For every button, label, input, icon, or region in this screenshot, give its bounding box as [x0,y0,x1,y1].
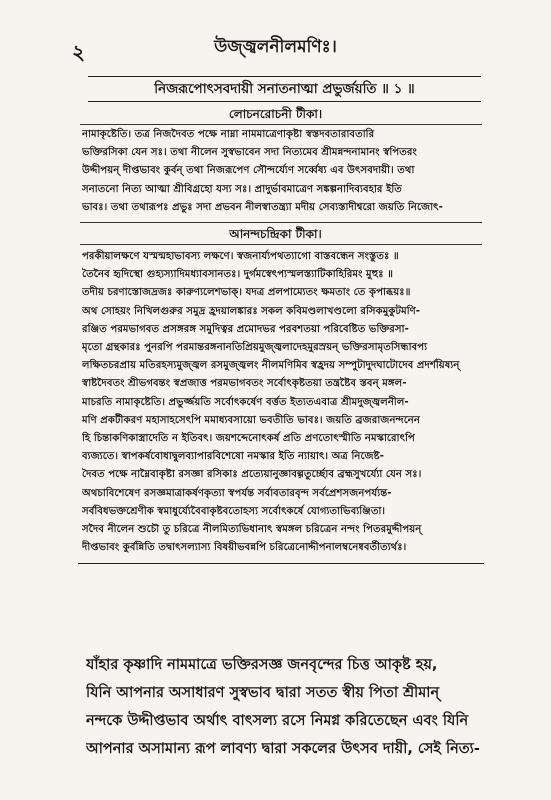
commentary1-body [82,126,482,217]
verse-title-text: নিজরূপোৎসবদায়ী সনাতনাত্মা প্রভুর্জয়তি ॥ ১ ॥ [154,80,415,97]
divider [80,244,482,245]
commentary1-title: লোচনরোচনী টীকা। [228,107,323,121]
running-title: উজ্জ্বলনীলমণিঃ। [214,37,337,57]
text-line: অথচাবিশেষেণ রসজ্ঞমাত্রাকর্ষণকৃত্যা স্বপর্যন্ত সর্বাবতারবৃন্দ সর্বপ্রেশসজনপর্য্যন্ত- [82,487,392,499]
text-line: মণি প্রকটীকরণ মহাসাহসেৎপি মমাধ্যবসায়ো ভবতীতি ভাবঃ। জয়তি ব্রজরাজনন্দনেন [82,414,420,426]
text-line: আপনার অসামান্য রূপ লাবণ্য দ্বারা সকলের উৎসব দায়ী, সেই নিত্য- [86,741,480,757]
text-line: পরকীয়ালক্ষণে যস্মন্মহাভাবস্য লক্ষণে। স্বজনার্য্যপথত্যাগো বাস্তবন্ধেন সংস্তুতঃ ॥ [82,251,399,262]
text-line: ব্যজ্যতে। স্বাপকর্ষবোধাদ্বুলব্যাপারবিশেষো নমস্কার ইতি ন্যায়াৎ। অত্র নিজেষ্ট- [82,451,384,463]
text-line: লক্ষিতচরপ্রায় মতিরহস্যমুজ্জ্বল রসমুজ্জ্বলং নীলমণিমিব স্বহ্রদয় সম্পুটাদুদঘাটোদেব প্রদর্শয়িষ্যন্ [82,360,460,372]
text-line: হি চিন্তাকণিকাস্ত্রাদেতি ন ইতিবৎ। জয়শব্দেনোৎকর্ষ প্রতি প্রণতোৎস্মীতি নমস্কারোৎপি [82,433,415,445]
text-line: দৈবত পক্ষে নাম্নৈবাকৃষ্টা রসজ্ঞা রসিকাঃ প্রত্যেয়ানুজ্ঞাবল্গতুর্চ্ছোব ব্রহ্মসুখর্য্যো যেন সঃ। [82,469,422,481]
text-line: মৃতো গ্রন্থকারঃ পুনরপি পরমান্তরঙ্গনানতিপ্রিয়মুজ্জ্বলাদেহমুরস্রয়ন্ ভক্তিরসামৃতসিন্ধাবপ্য [82,342,428,354]
text-line: নন্দকে উদ্দীপ্তভাব অর্থাৎ বাৎসল্য রসে নিমগ্ন করিতেছেন এবং যিনি [86,713,469,729]
text-line: ভক্তিরসিকা যেন সঃ। তথা নীলেন সুস্বভাবেন সদা নিত্যমেব শ্রীমন্নন্দনামানং স্বপিতরং [82,147,417,159]
text-line: রঞ্জিত পরমভাগবত প্রসঙ্গরঙ্গ সমুদিত্বর প্রমোদভর পরবশতয়া পরিবেষ্টিত ভক্তিরসা- [82,323,409,335]
text-line: মাচরতি নামাকৃষ্টেতি। প্রভুর্জ্জয়তি সর্বোৎকর্ষেণ বর্ত্তত ইত্যতএবাত্র শ্রীমদুজ্জ্বলনীল- [82,396,409,408]
divider [80,222,482,223]
text-line: অথ সোহয়ং নিখিলগুরুর সমুদ্র হ্রদয়ালঙ্কারঃ সকল কবিমণ্ডলাখণ্ডলো রসিকমুকুটমণি- [82,305,421,317]
text-line: স্বাষ্টদৈবতং শ্রীভগবন্তং স্বপ্রজাত্ত পরমভাগবতং সর্বোৎকৃষ্টতয়া তন্ত্রষ্টৈব স্তবন্ মঙ্গল- [82,378,407,390]
text-line: ভাবঃ। তথা তথারূপঃ প্রভুঃ সদা প্রভবন নীলস্বাতন্ত্র্যা মদীয় সেব্যস্তাদীশ্বরো জয়তি নিজোৎ- [82,201,443,213]
translation-body [86,651,506,763]
text-line: তৈনৈব হৃদিস্থো গুহ্যস্যাদিমধ্যাবসানতঃ। দুর্গমস্বেৎপ্যস্মলস্ত্যাটিকাহিরিমং মুহুঃ ॥ [82,269,393,281]
text-line: দীপ্তভাবং কুর্বন্নিতি তদ্বাৎসল্যাস্য বিষয়ীভবন্নপি চরিত্রেনোদ্দীপনালম্বনেষ্ববর্তীত্যর্থঃ। [82,542,407,554]
text-line: সনাতনো নিত্য আত্মা শ্রীবিগ্রহো যস্য সঃ। প্রাদুর্ভাবমাত্রেণ সঙ্কল্পনাদিব্যবহার ইতি [82,183,402,195]
text-line: যাঁহার কৃষ্ণাদি নামমাত্রে ভক্তিরসজ্ঞ জনবৃন্দের চিত্ত আকৃষ্ট হয়, [86,657,438,673]
divider [80,124,482,125]
text-line: নামাকৃষ্টেতি। তত্র নিজদৈবত পক্ষে নাম্না নামমাত্রেণাকৃষ্টা স্বস্তদবতারাবতারি [82,129,375,140]
text-line: সর্ববিধভক্তশ্রেণীক স্বমাধুর্য্যেবৈবাকৃষ্টবতোহস্য সর্বোৎকর্ষে যোগ্যতাভিব্যঞ্জিতা। [82,505,386,517]
divider [78,563,484,564]
text-line: তদীয় চরণাস্তোজদ্রজঃ কারুণ্যলেশভাক্। যদত্র প্রলপাম্যেতং ক্ষমতাং তে কৃপাব্ধয়ঃ॥ [82,287,411,299]
commentary2-title: আনন্দচন্দ্রিকা টীকা। [229,227,322,241]
verse-title [88,76,481,102]
text-line: সদৈব নীলেন শুচৌ তু চরিত্রে নীলমিত্যভিধানাৎ স্বমঙ্গল চরিত্রেন নন্দং পিতরমুদ্দীপয়ন্ [82,524,422,536]
commentary2-body [82,248,482,557]
text-line: উদ্দীপয়ন্ দীপ্তভাবং কুর্বন্‌ তথা নিজরূপেণ সৌন্দর্য্যেণ সর্ব্বেষ্য এব উৎসবদায়ী। তথা [82,165,415,177]
text-line: যিনি আপনার অসাধারণ সুস্বভাব দ্বারা সতত স্বীয় পিতা শ্রীমান্ [86,685,440,701]
page-number: ২ [72,40,86,64]
